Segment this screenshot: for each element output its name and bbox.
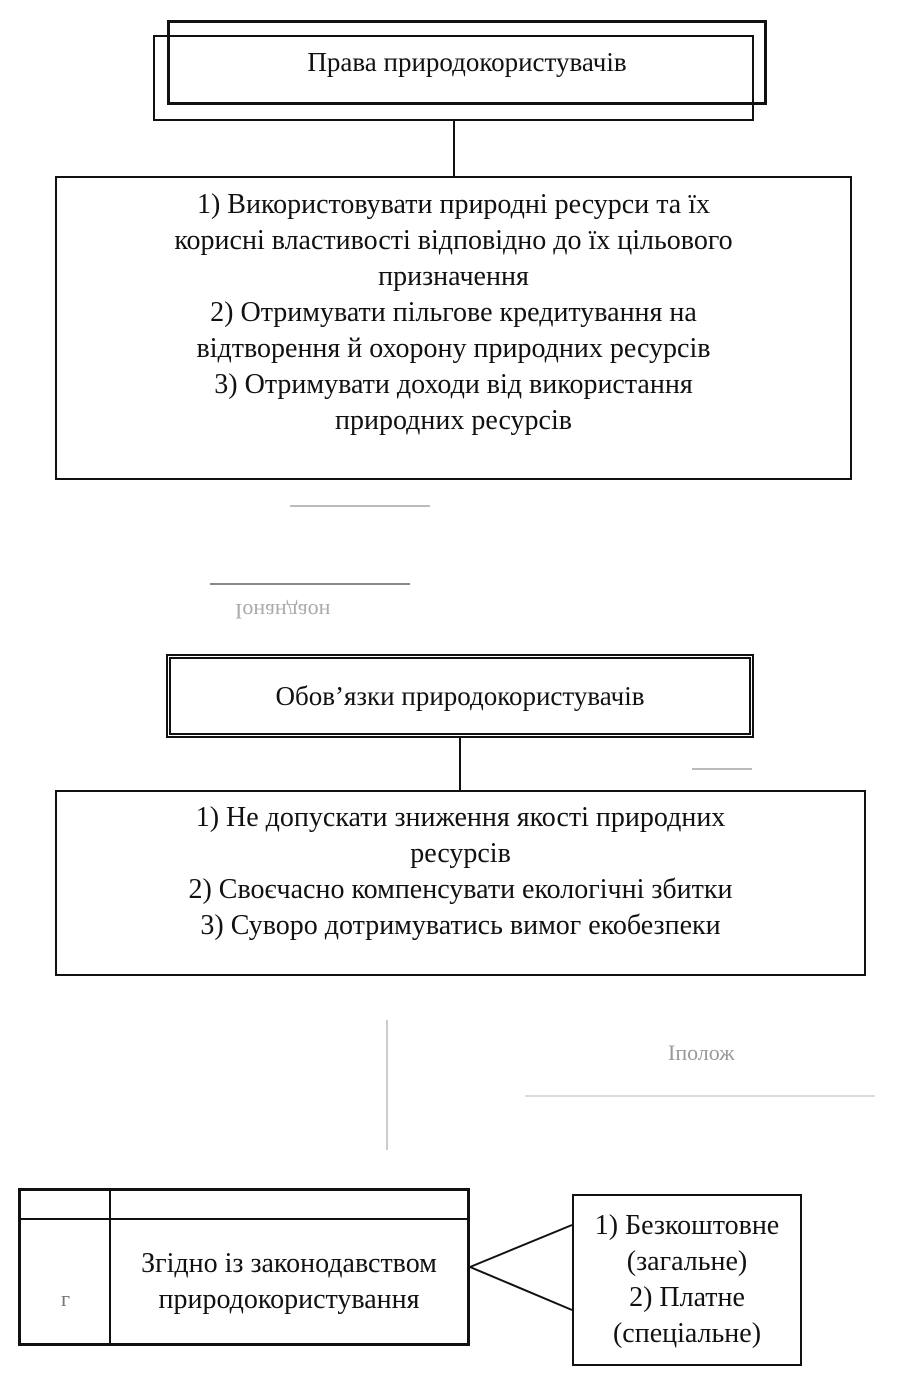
- usage-type-line: (загальне): [626, 1246, 748, 1277]
- duties-title: Обов’язки природокористувачів: [275, 680, 645, 711]
- rights-line: 2) Отримувати пільгове кредитування на: [210, 297, 697, 328]
- duties-line: 2) Своєчасно компенсувати екологічні збитки: [188, 874, 733, 905]
- usage-type-line: 1) Безкоштовне: [594, 1210, 780, 1241]
- usage-type-line: 2) Платне: [629, 1282, 745, 1313]
- rights-line: корисні властивості відповідно до їх цільового: [174, 225, 733, 256]
- legislation-label: Згідно із законодавством природокористування: [141, 1247, 437, 1315]
- rights-line: призначення: [378, 261, 529, 292]
- duties-line: ресурсів: [410, 838, 511, 869]
- rights-title: Права природокористувачів: [307, 47, 627, 77]
- legislation-mark: г: [61, 1286, 71, 1311]
- rights-line: природних ресурсів: [335, 405, 572, 436]
- duties-line: 3) Суворо дотримуватись вимог екобезпеки: [200, 910, 721, 941]
- rights-line: відтворення й охорону природних ресурсів: [196, 333, 711, 364]
- usage-type-line: (спеціальне): [612, 1318, 762, 1349]
- usage-types-box: [572, 1194, 802, 1366]
- scan-artifact-text: Іонандаон: [235, 599, 331, 624]
- duties-line: 1) Не допускати зниження якості природних: [195, 802, 726, 833]
- rights-line: 1) Використовувати природні ресурси та їх: [196, 189, 711, 220]
- rights-line: 3) Отримувати доходи від використання: [214, 369, 693, 400]
- scan-artifact-text: Іполож: [668, 1040, 735, 1065]
